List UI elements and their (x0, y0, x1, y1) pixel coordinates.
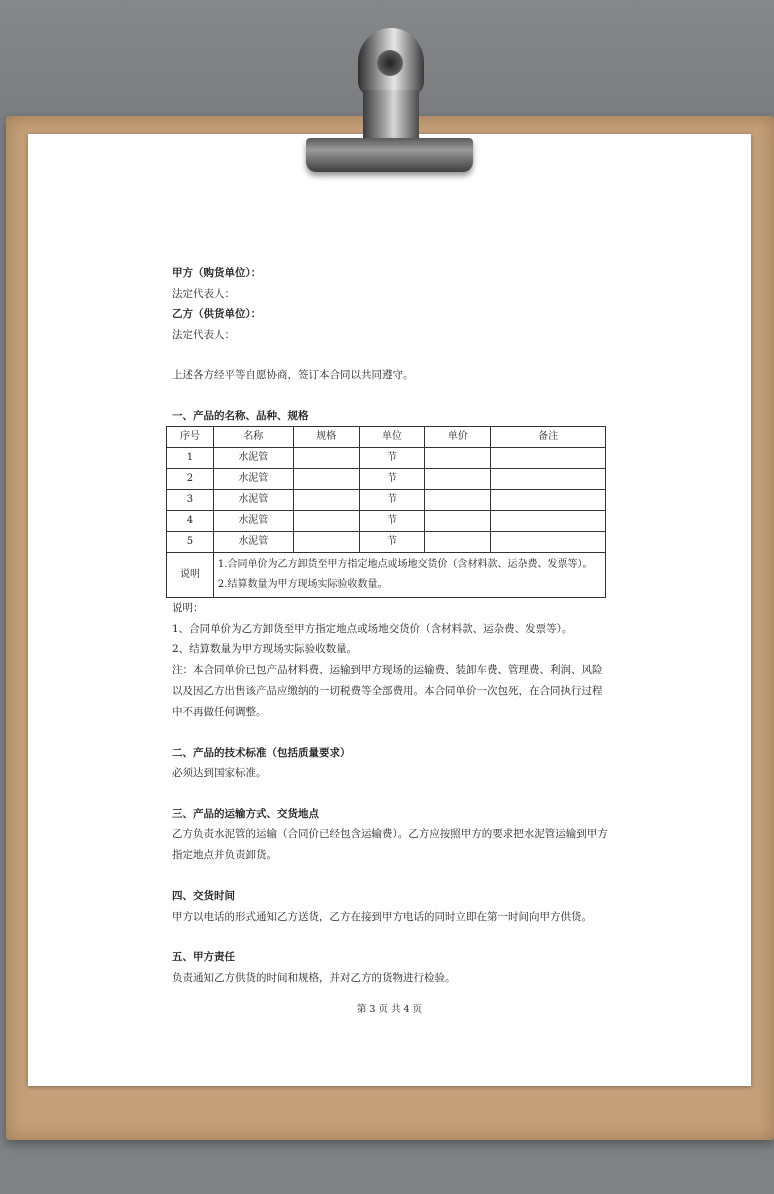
table-cell: 节 (359, 490, 425, 511)
table-cell (491, 532, 606, 553)
clip-hole (377, 50, 403, 76)
table-row (167, 448, 606, 469)
contract-body (172, 263, 612, 988)
table-note-row (167, 553, 606, 598)
table-cell: 节 (359, 511, 425, 532)
section-2-text: 必须达到国家标准。 (172, 767, 267, 779)
section-2-title: 二、产品的技术标准（包括质量要求） (172, 746, 351, 759)
section-4-title: 四、交货时间 (172, 890, 235, 902)
table-cell (425, 532, 491, 553)
section-1-title: 一、产品的名称、品种、规格 (172, 409, 309, 422)
header-cell: 名称 (213, 427, 293, 448)
table-cell (425, 448, 491, 469)
table-cell: 5 (167, 532, 214, 553)
intro-text: 上述各方经平等自愿协商，签订本合同以共同遵守。 (172, 369, 414, 381)
table-cell (293, 511, 359, 532)
note-content (213, 553, 605, 598)
table-cell: 水泥管 (213, 469, 293, 490)
header-cell: 单位 (359, 427, 425, 448)
table-row (167, 469, 606, 490)
table-cell (491, 469, 606, 490)
page-footer: 第 3 页 共 4 页 (356, 1004, 423, 1015)
table-cell (491, 448, 606, 469)
table-cell: 水泥管 (213, 511, 293, 532)
table-cell: 4 (167, 511, 214, 532)
table-cell (293, 490, 359, 511)
header-cell: 规格 (293, 427, 359, 448)
section-3-title: 三、产品的运输方式、交货地点 (172, 807, 319, 820)
clip-plate (363, 90, 419, 142)
note-2: 2、结算数量为甲方现场实际验收数量。 (172, 643, 358, 655)
table-cell: 水泥管 (213, 448, 293, 469)
note-line: 2.结算数量为甲方现场实际验收数量。 (217, 579, 388, 590)
note-line: 1.合同单价为乙方卸货至甲方指定地点或场地交货价（含材料款、运杂费、发票等）。 (217, 559, 593, 570)
note-label: 说明 (167, 553, 214, 598)
table-cell: 1 (167, 448, 214, 469)
notes-title: 说明： (172, 602, 204, 614)
header-cell: 单价 (425, 427, 491, 448)
section-3-text: 乙方负责水泥管的运输（合同价已经包含运输费）。乙方应按照甲方的要求把水泥管运输到甲方指定地点并负责卸货。 (172, 828, 608, 861)
binder-clip (306, 138, 473, 172)
table-cell: 3 (167, 490, 214, 511)
table-cell: 水泥管 (213, 490, 293, 511)
party-b-rep: 法定代表人： (172, 328, 235, 341)
table-row (167, 490, 606, 511)
table-row (167, 532, 606, 553)
party-a-label: 甲方（购货单位）： (172, 267, 262, 279)
section-4-text: 甲方以电话的形式通知乙方送货，乙方在接到甲方电话的同时立即在第一时间向甲方供货。 (172, 910, 592, 923)
table-cell (491, 511, 606, 532)
table-cell (293, 448, 359, 469)
table-cell (425, 490, 491, 511)
table-cell (293, 532, 359, 553)
section-5-title: 五、甲方责任 (172, 951, 235, 963)
table-cell: 水泥管 (213, 532, 293, 553)
note-3: 注：本合同单价已包产品材料费、运输到甲方现场的运输费、装卸车费、管理费、利润、风险以及因乙方出售该产品应缴纳的一切税费等全部费用。本合同单价一次包死，在合同执行过程中不再做任何调整。 (172, 663, 603, 718)
party-a-rep: 法定代表人： (172, 287, 235, 300)
table-cell: 节 (359, 469, 425, 490)
table-cell (491, 490, 606, 511)
header-cell: 备注 (491, 427, 606, 448)
section-5-text: 负责通知乙方供货的时间和规格，并对乙方的货物进行检验。 (172, 971, 456, 984)
table-cell (425, 511, 491, 532)
table-cell (293, 469, 359, 490)
product-table (166, 426, 606, 598)
party-b-label: 乙方（供货单位）： (172, 308, 262, 320)
table-cell: 节 (359, 532, 425, 553)
header-cell: 序号 (167, 427, 214, 448)
note-1: 1、合同单价为乙方卸货至甲方指定地点或场地交货价（含材料款、运杂费、发票等）。 (172, 622, 573, 635)
table-row (167, 511, 606, 532)
table-cell: 节 (359, 448, 425, 469)
table-cell: 2 (167, 469, 214, 490)
table-cell (425, 469, 491, 490)
table-header-row (167, 427, 606, 448)
